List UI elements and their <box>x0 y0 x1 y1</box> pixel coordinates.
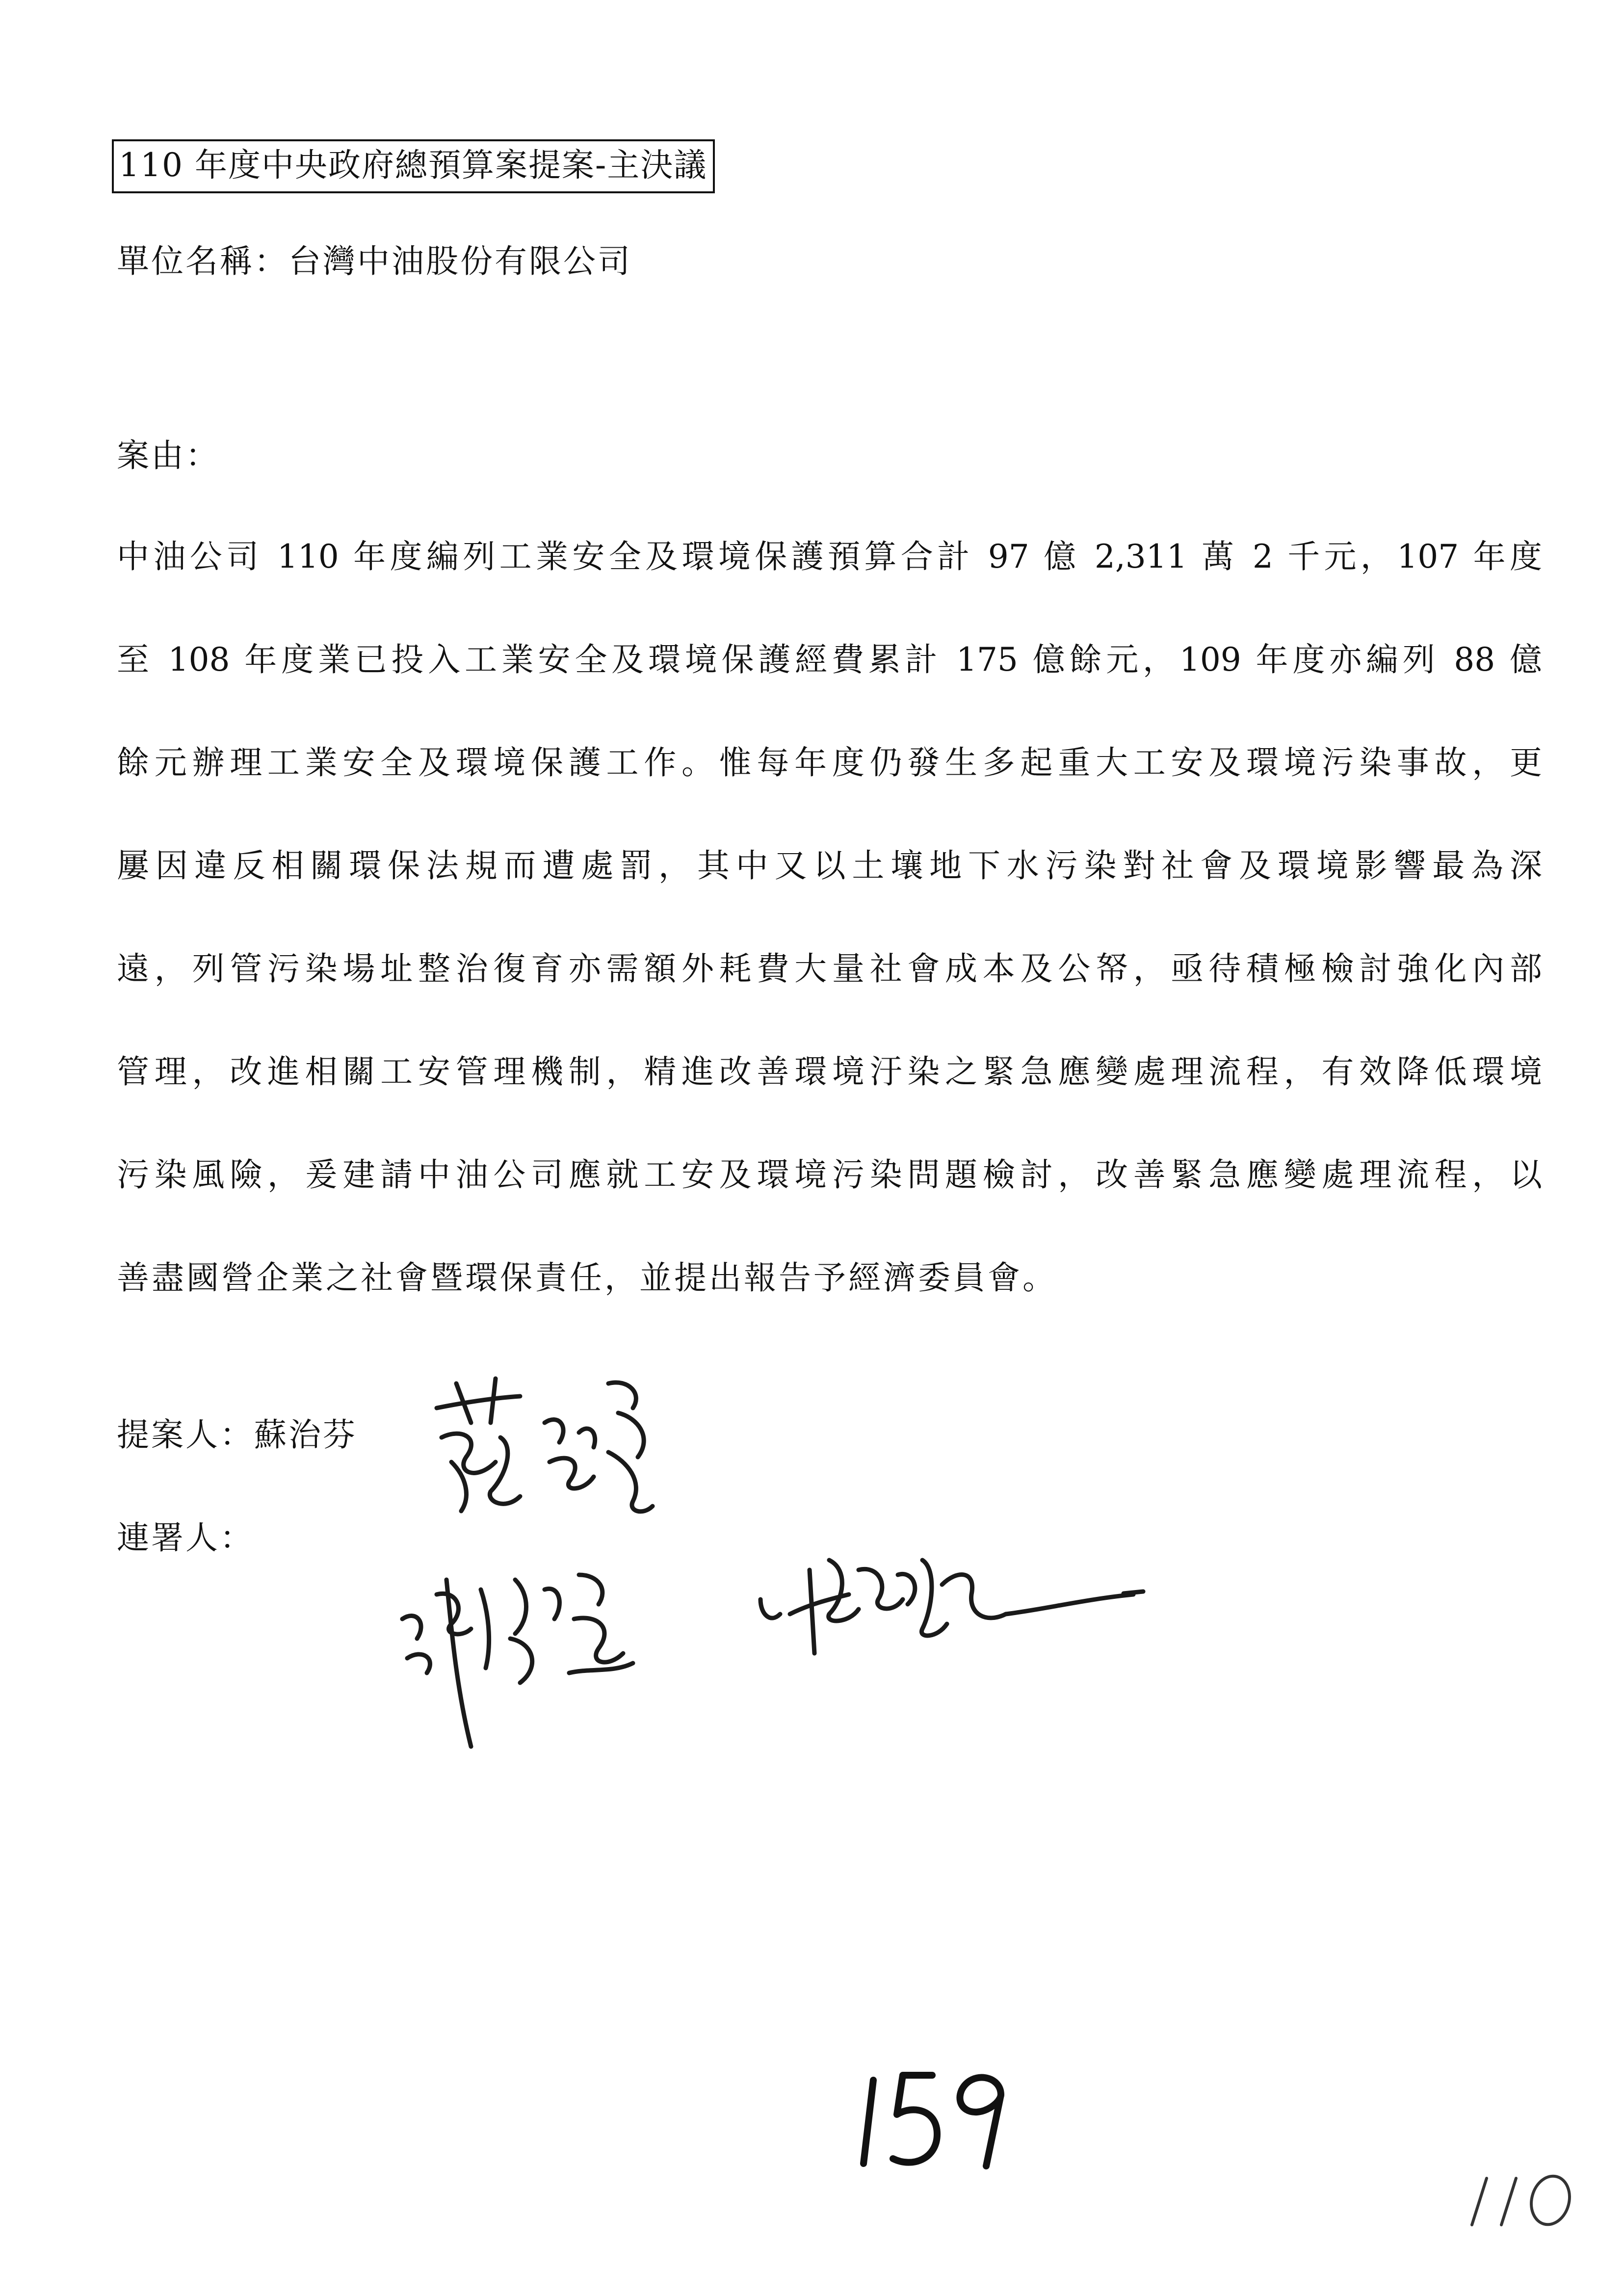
proposer-signature <box>422 1364 677 1526</box>
proposer-line <box>117 1413 357 1457</box>
cosigner-signature-1 <box>393 1550 667 1756</box>
body-line: 污染風險，爰建請中油公司應就工安及環境污染問題檢討，改善緊急應變處理流程，以 <box>117 1156 1542 1194</box>
page-number <box>854 2061 1016 2175</box>
proposer-name: 蘇治芬 <box>254 1416 357 1454</box>
page-number-drawing <box>854 2061 1016 2173</box>
body-line: 中油公司 110 年度編列工業安全及環境保護預算合計 97 億 2,311 萬 2 千元，107 年度 <box>117 538 1542 575</box>
signature-drawing <box>751 1540 1153 1668</box>
body-line: 善盡國營企業之社會暨環保責任，並提出報告予經濟委員會。 <box>117 1259 1057 1297</box>
unit-label: 單位名稱： <box>117 242 288 280</box>
unit-name: 台灣中油股份有限公司 <box>288 242 632 280</box>
reason-label: 案由： <box>117 437 220 474</box>
body-line: 餘元辦理工業安全及環境保護工作。惟每年度仍發生多起重大工安及環境污染事故，更 <box>117 744 1542 782</box>
signature-drawing <box>393 1550 667 1756</box>
corner-number-drawing <box>1452 2168 1580 2232</box>
proposer-label: 提案人： <box>117 1416 254 1454</box>
body-line: 屢因違反相關環保法規而遭處罰，其中又以土壤地下水污染對社會及環境影響最為深 <box>117 847 1542 885</box>
unit-line <box>117 239 632 284</box>
cosigner-signature-2 <box>751 1540 1153 1668</box>
corner-number <box>1452 2168 1580 2234</box>
body-line: 遠，列管污染場址整治復育亦需額外耗費大量社會成本及公帑，亟待積極檢討強化內部 <box>117 950 1542 988</box>
body-line: 至 108 年度業已投入工業安全及環境保護經費累計 175 億餘元，109 年度亦編列 88 億 <box>117 641 1542 678</box>
cosigner-label: 連署人： <box>117 1519 254 1557</box>
document-title: 110 年度中央政府總預算案提案-主決議 <box>112 139 715 193</box>
signature-drawing <box>422 1364 677 1526</box>
body-line: 管理，改進相關工安管理機制，精進改善環境汙染之緊急應變處理流程，有效降低環境 <box>117 1053 1542 1091</box>
